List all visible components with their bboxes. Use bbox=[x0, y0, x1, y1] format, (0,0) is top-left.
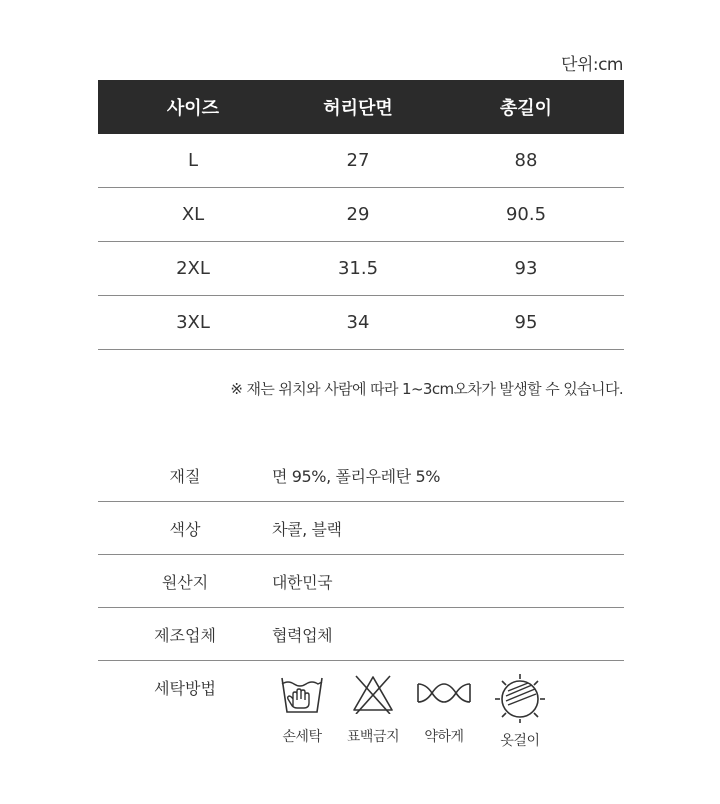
info-value: 대한민국 bbox=[272, 572, 333, 592]
size-cell: L bbox=[187, 150, 199, 171]
measurement-note: ※ 재는 위치와 사람에 따라 1~3cm오차가 발생할 수 있습니다. bbox=[230, 380, 623, 398]
info-value: 차콜, 블랙 bbox=[272, 519, 342, 539]
waist-cell: 27 bbox=[346, 150, 370, 171]
table-row bbox=[98, 134, 624, 188]
info-label: 제조업체 bbox=[154, 625, 216, 645]
gentle-wring-icon bbox=[414, 672, 474, 714]
table-row bbox=[98, 296, 624, 350]
waist-cell: 29 bbox=[346, 204, 370, 225]
info-row-color bbox=[98, 502, 624, 555]
info-row-origin bbox=[98, 555, 624, 608]
info-label: 색상 bbox=[169, 519, 201, 539]
size-cell: 3XL bbox=[176, 312, 210, 333]
waist-cell: 31.5 bbox=[337, 258, 379, 279]
info-value: 면 95%, 폴리우레탄 5% bbox=[272, 466, 441, 486]
info-label: 재질 bbox=[169, 466, 201, 486]
length-cell: 90.5 bbox=[505, 204, 547, 225]
size-table-header bbox=[98, 80, 624, 134]
size-cell: XL bbox=[181, 204, 205, 225]
waist-cell: 34 bbox=[346, 312, 370, 333]
size-table bbox=[98, 80, 624, 350]
info-value: 협력업체 bbox=[272, 625, 333, 645]
size-cell: 2XL bbox=[176, 258, 210, 279]
care-label: 옷걸이 bbox=[500, 733, 540, 749]
info-row-washing bbox=[98, 662, 624, 762]
info-label: 세탁방법 bbox=[154, 679, 216, 698]
info-row-material bbox=[98, 449, 624, 502]
care-symbol-hang-dry bbox=[480, 672, 560, 750]
care-label: 표백금지 bbox=[346, 729, 400, 745]
info-label: 원산지 bbox=[161, 572, 209, 592]
care-symbol-gentle-wring bbox=[404, 672, 484, 746]
header-waist: 허리단면 bbox=[323, 98, 393, 119]
care-label: 손세탁 bbox=[282, 729, 322, 745]
table-row bbox=[98, 242, 624, 296]
header-size: 사이즈 bbox=[166, 98, 220, 119]
info-row-manufacturer bbox=[98, 608, 624, 661]
no-bleach-icon bbox=[350, 672, 396, 714]
length-cell: 93 bbox=[514, 258, 538, 279]
unit-label: 단위:cm bbox=[561, 55, 623, 75]
length-cell: 95 bbox=[514, 312, 538, 333]
care-symbol-hand-wash bbox=[262, 672, 342, 746]
table-row bbox=[98, 188, 624, 242]
length-cell: 88 bbox=[514, 150, 538, 171]
header-length: 총길이 bbox=[499, 98, 553, 119]
care-label: 약하게 bbox=[424, 729, 464, 745]
hand-wash-icon bbox=[279, 672, 325, 714]
product-info-table bbox=[98, 449, 624, 661]
hang-dry-shade-icon bbox=[492, 672, 548, 724]
care-symbol-no-bleach bbox=[333, 672, 413, 746]
